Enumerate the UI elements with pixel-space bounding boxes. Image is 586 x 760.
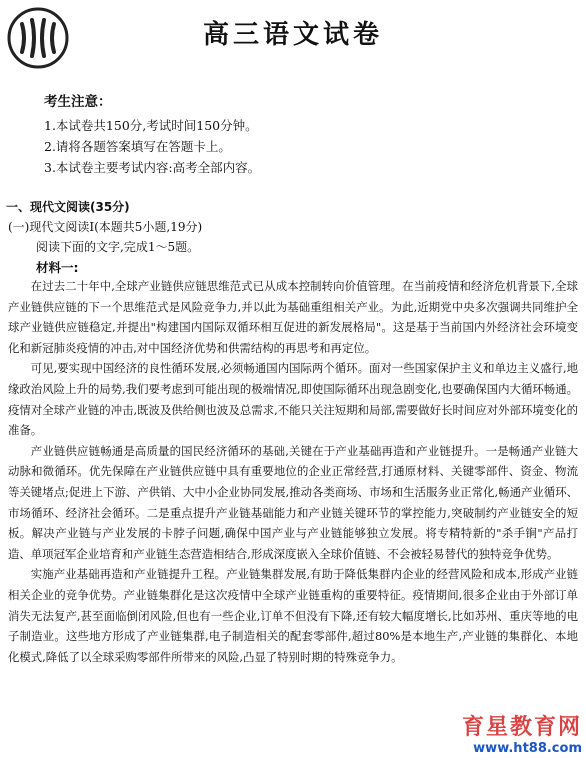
notice-item: 1.本试卷共150分,考试时间150分钟。 [44, 118, 258, 133]
notice-heading: 考生注意： [44, 94, 112, 110]
notice-item: 2.请将各题答案填写在答题卡上。 [44, 139, 231, 154]
watermark [462, 710, 582, 756]
passage-paragraph: 在过去二十年中,全球产业链供应链思维范式已从成本控制转向价值管理。在当前疫情和经济危机背景下,全球产业链供应链的下一个思维范式是风险竞争力,并以此为基础重组相关产业。为此,近期党中央多次强调共同维护全球产业链供应链稳定,并提出"构建国内国际双循环相互促进的新发展格局"。这是基于当前国内外经济社会环境变化和新冠肺炎疫情的冲击,对中国经济优势和供需结构的再思考和再定位。 [8, 279, 578, 355]
exam-notice [44, 92, 260, 178]
notice-item: 3.本试卷主要考试内容:高考全部内容。 [44, 160, 261, 175]
passage-body [8, 276, 578, 667]
material-label: 材料一: [36, 260, 79, 275]
watermark-url: www.ht88.com [462, 741, 582, 756]
reading-instruction: 阅读下面的文字,完成1～5题。 [36, 240, 200, 254]
section-heading: 一、现代文阅读(35分) [6, 200, 130, 214]
subsection-heading: (一)现代文阅读Ⅰ(本题共5小题,19分) [8, 220, 203, 234]
passage-paragraph: 可见,要实现中国经济的良性循环发展,必须畅通国内国际两个循环。面对一些国家保护主义和单边主义盛行,地缘政治风险上升的局势,我们要考虑到可能出现的极端情况,即使国际循环出现急剧变化,也要确保国内大循环畅通。疫情对全球产业链的冲击,既波及供给侧也波及总需求,不能只关注短期和局部,需要做好长时间应对外部环境变化的准备。 [8, 361, 578, 438]
passage-paragraph: 产业链供应链畅通是高质量的国民经济循环的基础,关键在于产业基础再造和产业链提升。一是畅通产业链大动脉和微循环。优先保障在产业链供应链中具有重要地位的企业正常经营,打通原材料、关键零部件、资金、物流等关键堵点;促进上下游、产供销、大中小企业协同发展,推动各类商场、市场和生活服务业正常化,畅通产业循环、市场循环、经济社会循环。二是重点提升产业链基础能力和产业链关键环节的掌控能力,突破制约产业链安全的短板。解决产业链与产业发展的卡脖子问题,确保中国产业与产业链能够独立发展。将专精特新的"杀手锏"产品打造、单项冠军企业培育和产业链生态营造相结合,形成深度嵌入全球价值链、不会被轻易替代的独特竞争优势。 [8, 443, 578, 561]
passage-paragraph: 实施产业基础再造和产业链提升工程。产业链集群发展,有助于降低集群内企业的经营风险和成本,形成产业链相关企业的竞争优势。产业链集群化是这次疫情中全球产业链重构的重要特征。疫情期间,很多企业由于外部订单消失无法复产,甚至面临倒闭风险,但也有一些企业,订单不但没有下降,还有较大幅度增长,比如苏州、重庆等地的电子制造业。这些地方形成了产业链集群,电子制造相关的配套零部件,超过80%是本地生产,产业链的集群化、本地化模式,降低了以全球采购零部件所带来的风险,凸显了特别时期的特殊竞争力。 [8, 567, 578, 664]
page-title: 高三语文试卷 [202, 20, 383, 50]
watermark-brand: 育星教育网 [461, 715, 582, 740]
